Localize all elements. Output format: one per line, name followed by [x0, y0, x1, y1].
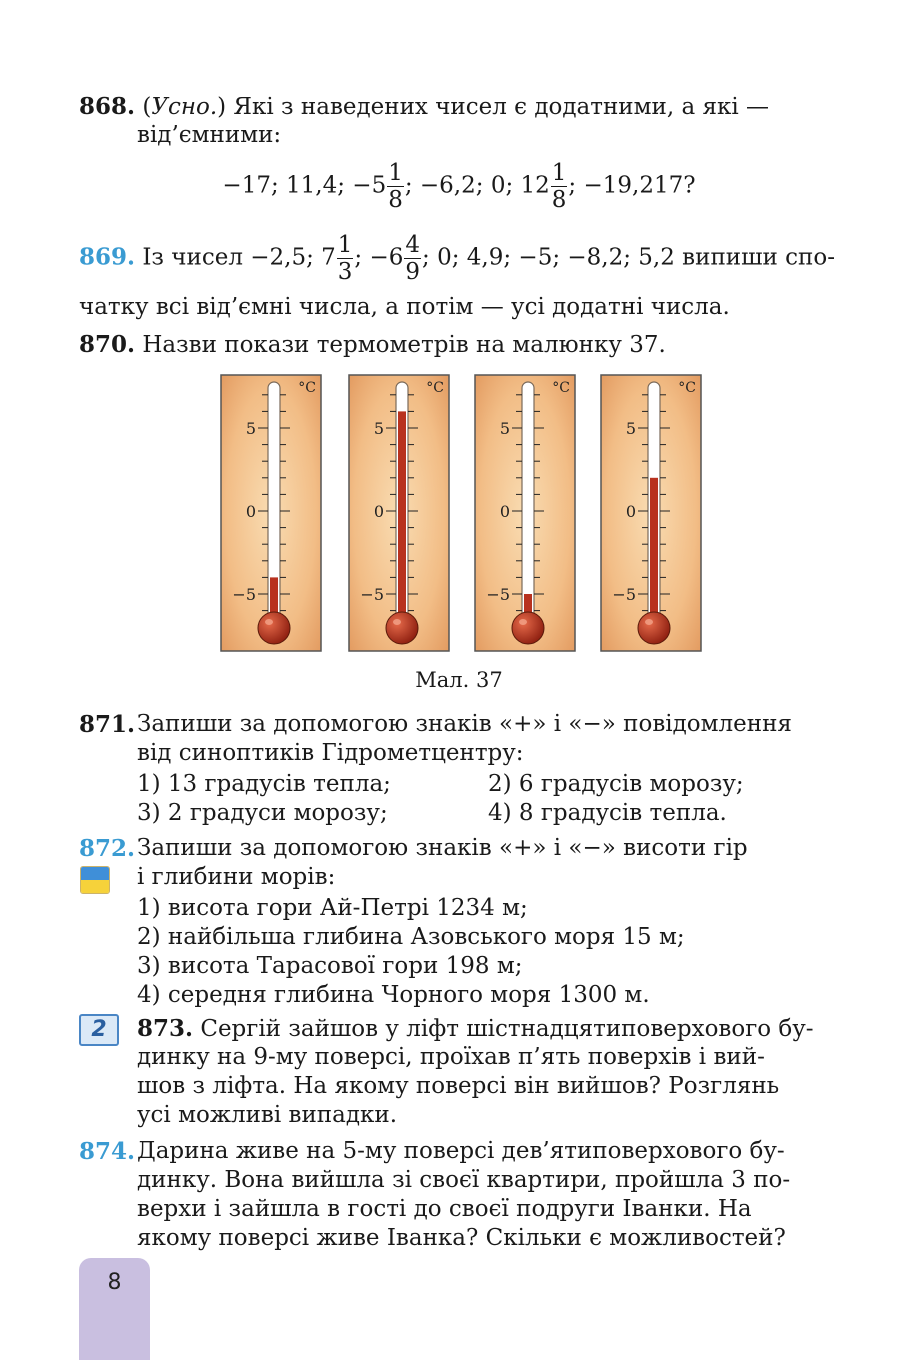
figure-caption: Мал. 37: [415, 668, 503, 692]
thermometer-tube: [522, 382, 534, 628]
figure-thermometers: [220, 374, 700, 652]
exercise-872-number: [79, 834, 135, 864]
unit-label: °C: [426, 380, 444, 396]
exercise-text: ; 0; 4,9; −5; −8,2; 5,2 випиши спо-: [422, 244, 835, 271]
list-item: 3) 2 градуси морозу;: [137, 800, 388, 826]
scale-label: 0: [373, 502, 384, 521]
exercise-text-line: Запиши за допомогою знаків «+» і «−» повідомлення: [137, 711, 792, 737]
exercise-text: Із чисел −2,5; 7: [142, 244, 336, 271]
expr-part: ; −6,2; 0; 12: [404, 172, 550, 199]
exercise-number: 871.: [79, 711, 136, 738]
scale-label: 5: [499, 419, 510, 438]
scale-label: 0: [245, 502, 256, 521]
bulb-highlight: [393, 619, 401, 625]
exercise-number: 872.: [79, 835, 136, 862]
exercise-872: [137, 834, 844, 1009]
fraction-numerator: 4: [405, 232, 421, 258]
exercise-text-line: і глибини морів:: [137, 864, 336, 890]
oral-note: Усно.: [151, 94, 218, 120]
exercise-text: Сергій зайшов у ліфт шістнадцятиповерхового бу-: [200, 1016, 814, 1042]
thermometer-bulb: [386, 612, 418, 644]
exercise-868-line-2: від’ємними:: [137, 122, 282, 148]
answer-row: [137, 770, 844, 799]
fraction-denominator: 3: [337, 259, 353, 285]
unit-label: °C: [298, 380, 316, 396]
fraction-numerator: 1: [337, 232, 353, 258]
exercise-text-line: динку. Вона вийшла зі своєї квартири, пройшла 3 по-: [137, 1167, 791, 1193]
fraction-numerator: 1: [388, 160, 403, 186]
exercise-874-number: [79, 1137, 135, 1167]
fraction: [387, 160, 404, 213]
exercise-number: 868.: [79, 93, 136, 120]
expr-part: −17; 11,4; −5: [222, 172, 387, 199]
scale-label: 5: [245, 419, 256, 438]
thermometer-bulb: [512, 612, 544, 644]
scale-label: −5: [232, 585, 256, 604]
ukraine-flag-icon: [80, 866, 110, 894]
exercise-868-line-1: 868. (Усно.) Які з наведених чисел є додатними, а які —: [79, 93, 770, 120]
answer-row: [137, 799, 844, 828]
exercise-text-line: усі можливі випадки.: [137, 1102, 398, 1128]
fraction: [337, 232, 354, 285]
thermometer-1: [220, 374, 322, 652]
exercise-text-line: від синоптиків Гідрометцентру:: [137, 740, 524, 766]
exercise-873: [137, 1014, 844, 1134]
exercise-text-line: динку на 9-му поверсі, проїхав п’ять поверхів і вий-: [137, 1044, 765, 1070]
list-item: 2) 6 градусів морозу;: [488, 771, 744, 797]
thermometer-bulb: [638, 612, 670, 644]
scale-label: 5: [373, 419, 384, 438]
bulb-highlight: [645, 619, 653, 625]
exercise-871-number: [79, 710, 135, 740]
exercise-text-line: верхи і зайшла в гості до своєї подруги Іванки. На: [137, 1196, 752, 1222]
list-item: 4) середня глибина Чорного моря 1300 м.: [137, 982, 650, 1008]
exercise-text: ; −6: [354, 244, 404, 271]
bulb-highlight: [265, 619, 273, 625]
fraction-denominator: 9: [405, 259, 421, 285]
exercise-869: [79, 232, 844, 285]
exercise-874: [137, 1137, 844, 1257]
expr-part: ; −19,217?: [568, 172, 696, 199]
list-item: 3) висота Тарасової гори 198 м;: [137, 953, 523, 979]
exercise-870: [79, 330, 666, 360]
scale-label: −5: [360, 585, 384, 604]
scale-label: 0: [625, 502, 636, 521]
mercury-column: [398, 411, 406, 628]
list-item: 1) 13 градусів тепла;: [137, 771, 391, 797]
difficulty-level-badge: 2: [79, 1014, 119, 1046]
number-list-868: [0, 160, 918, 213]
scale-label: 5: [625, 419, 636, 438]
fraction-denominator: 8: [388, 187, 403, 213]
exercise-text-line: Запиши за допомогою знаків «+» і «−» висоти гір: [137, 835, 748, 861]
page-number: 8: [107, 1270, 122, 1295]
exercise-number: 874.: [79, 1138, 136, 1165]
exercise-text-line: Дарина живе на 5-му поверсі дев’ятиповерхового бу-: [137, 1138, 785, 1164]
thermometer-bulb: [258, 612, 290, 644]
exercise-text-line: шов з ліфта. На якому поверсі він вийшов? Розглянь: [137, 1073, 780, 1099]
page-number-tab: [79, 1258, 150, 1360]
bulb-highlight: [519, 619, 527, 625]
scale-label: −5: [612, 585, 636, 604]
thermometer-4: [600, 374, 702, 652]
exercise-number: 870.: [79, 331, 136, 358]
list-item: 4) 8 градусів тепла.: [488, 800, 727, 826]
exercise-number: 869.: [79, 243, 136, 271]
exercise-871: [137, 710, 844, 830]
unit-label: °C: [678, 380, 696, 396]
exercise-869-line-2: чатку всі від’ємні числа, а потім — усі додатні числа.: [79, 294, 730, 320]
fraction-numerator: 1: [551, 160, 567, 186]
thermometer-2: [348, 374, 450, 652]
exercise-text-line: якому поверсі живе Іванка? Скільки є можливостей?: [137, 1225, 786, 1251]
scale-label: −5: [486, 585, 510, 604]
list-item: 1) висота гори Ай-Петрі 1234 м;: [137, 895, 528, 921]
scale-label: 0: [499, 502, 510, 521]
thermometer-3: [474, 374, 576, 652]
unit-label: °C: [552, 380, 570, 396]
list-item: 2) найбільша глибина Азовського моря 15 м;: [137, 924, 685, 950]
exercise-text: ) Які з наведених чисел є додатними, а які —: [217, 94, 770, 120]
fraction: [404, 232, 421, 285]
fraction: [551, 160, 568, 213]
mercury-column: [650, 478, 658, 628]
exercise-text: Назви покази термометрів на малюнку 37.: [142, 332, 666, 358]
exercise-number: 873.: [137, 1015, 194, 1042]
fraction-denominator: 8: [551, 187, 567, 213]
exercise-text-line: [137, 1014, 844, 1043]
